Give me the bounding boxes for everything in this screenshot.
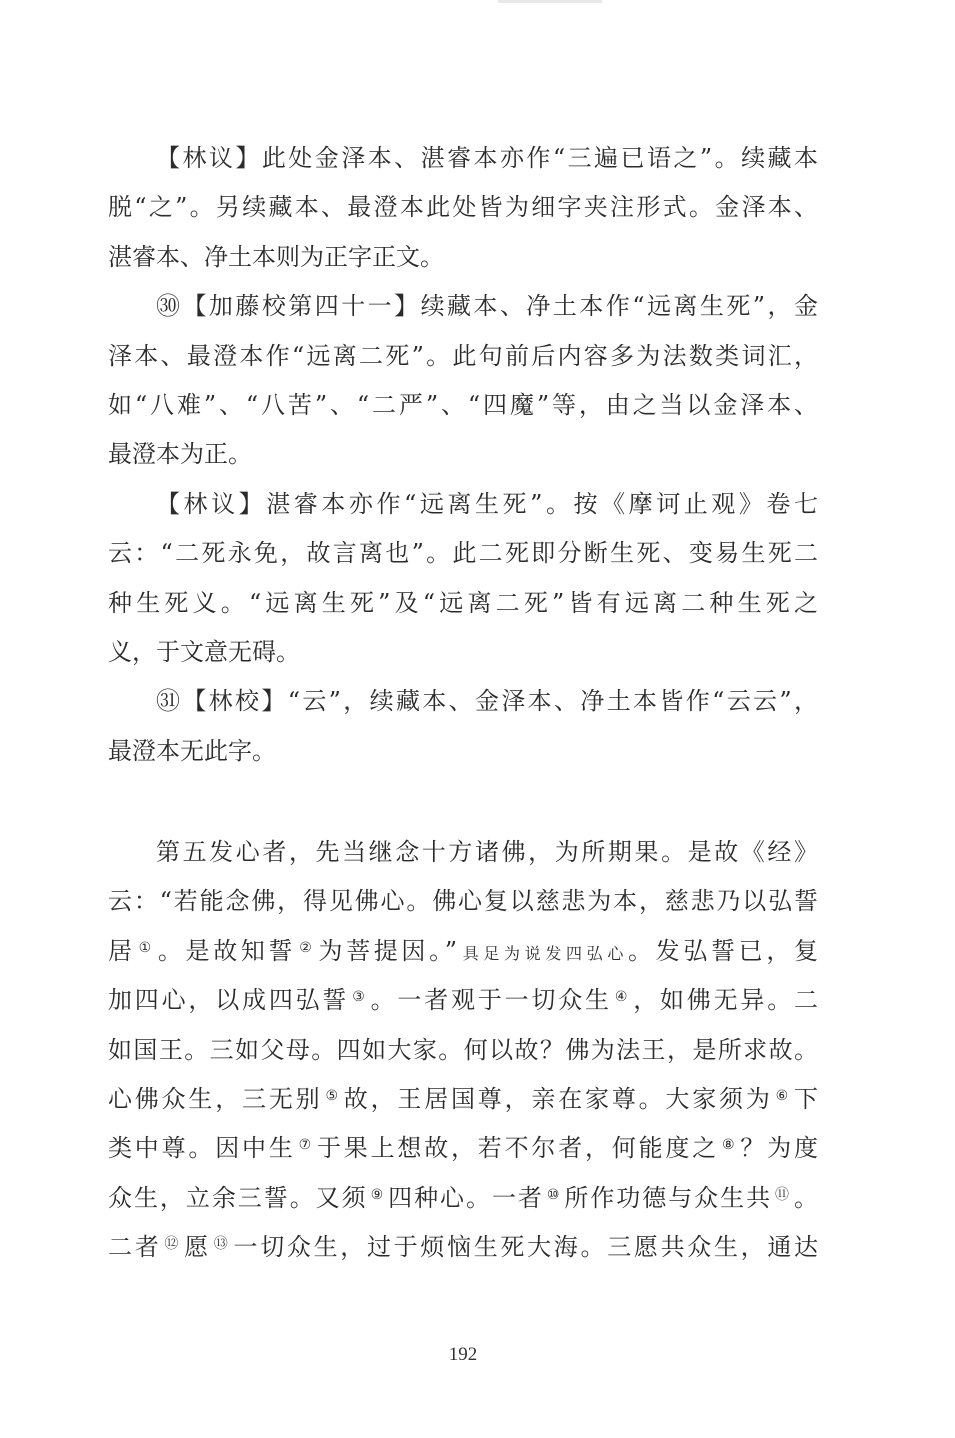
text-run: 类中尊。因中生 <box>108 1134 296 1163</box>
text-line <box>108 282 818 331</box>
text-line <box>108 628 818 677</box>
text-line <box>108 579 818 628</box>
text-run: 下 <box>794 1084 819 1113</box>
text-run: 第五发心者，先当继念十方诸佛，为所期果。是故《经》 <box>156 838 818 866</box>
footnote-marker: ④ <box>614 989 631 1006</box>
text-run: 如国王。三如父母。四如大家。何以故？佛为法王，是所求故。 <box>108 1035 818 1064</box>
text-line <box>108 183 818 232</box>
text-run: 湛睿本、净土本则为正字正文。 <box>108 242 444 271</box>
footnote-marker: ⑦ <box>298 1137 314 1154</box>
text-run: 泽本、最澄本作“远离二死”。此句前后内容多为法数类词汇， <box>108 341 818 370</box>
text-run: ㉚【加藤校第四十一】续藏本、净土本作“远离生死”，金 <box>156 292 818 321</box>
text-run: ㉛【林校】“云”，续藏本、金泽本、净土本皆作“云云”， <box>156 687 818 716</box>
text-run: 。发弘誓已，复 <box>628 936 818 965</box>
text-line <box>108 529 818 578</box>
text-run: 愿 <box>184 1233 211 1262</box>
text-line <box>108 1124 818 1173</box>
text-run: 众生，立余三誓。又须 <box>108 1183 368 1212</box>
footnote-marker: ⑨ <box>370 1186 386 1203</box>
text-line <box>108 877 818 926</box>
text-run: 【林议】湛睿本亦作“远离生死”。按《摩诃止观》卷七 <box>156 489 818 518</box>
text-line <box>108 828 818 877</box>
note-paragraph-lin-yi-1 <box>108 134 818 282</box>
text-run: 为菩提因。” <box>318 936 458 965</box>
interlinear-note: 具足为说发四弘心 <box>459 943 629 963</box>
text-run: 一切众生，过于烦恼生死大海。三愿共众生，通达 <box>233 1233 819 1262</box>
text-line <box>108 1223 818 1272</box>
scan-mark <box>498 0 602 3</box>
note-paragraph-30 <box>108 282 818 480</box>
footnote-marker: ⑪ <box>775 1186 792 1203</box>
footnote-marker: ⑧ <box>722 1137 738 1154</box>
text-line <box>108 480 818 529</box>
footnote-marker: ⑬ <box>213 1236 231 1253</box>
page-number: 192 <box>448 1344 478 1365</box>
text-line <box>108 233 818 282</box>
text-line <box>108 1075 818 1124</box>
text-run: 。 <box>794 1183 819 1212</box>
text-run: 云：“若能念佛，得见佛心。佛心复以慈悲为本，慈悲乃以弘誓 <box>108 887 818 916</box>
text-run: 故，王居国尊，亲在家尊。大家须为 <box>343 1084 773 1113</box>
text-run: ？为度 <box>740 1134 818 1163</box>
text-line <box>108 1026 818 1075</box>
text-run: 四种心。一者 <box>388 1183 544 1212</box>
text-line <box>108 332 818 381</box>
text-line <box>108 927 818 976</box>
text-run: 云：“二死永免，故言离也”。此二死即分断生死、变易生死二 <box>108 539 818 568</box>
footnote-marker: ③ <box>352 989 368 1006</box>
footnote-marker: ⑩ <box>546 1186 562 1203</box>
text-run: 心佛众生，三无别 <box>108 1084 323 1113</box>
text-line <box>108 976 818 1025</box>
text-run: 如“八难”、“八苦”、“二严”、“四魔”等，由之当以金泽本、 <box>108 390 818 419</box>
text-run: 加四心，以成四弘誓 <box>108 986 350 1015</box>
text-line <box>108 727 818 776</box>
text-line <box>108 430 818 479</box>
text-run: ，如佛无异。二 <box>633 986 819 1015</box>
text-line <box>108 134 818 183</box>
footnote-marker: ① <box>138 939 155 956</box>
text-run: 最澄本为正。 <box>108 440 252 469</box>
footnote-marker: ⑥ <box>775 1087 792 1104</box>
text-run: 。一者观于一切众生 <box>370 986 612 1015</box>
text-line <box>108 381 818 430</box>
collation-notes <box>108 134 818 776</box>
text-run: 二者 <box>108 1233 162 1262</box>
main-paragraph <box>108 828 818 1273</box>
main-text <box>108 828 818 1273</box>
text-run: 居 <box>108 936 136 965</box>
text-run: 种生死义。“远离生死”及“远离二死”皆有远离二种生死之 <box>108 588 818 617</box>
text-run: 所作功德与众生共 <box>564 1183 773 1212</box>
text-run: 脱“之”。另续藏本、最澄本此处皆为细字夹注形式。金泽本、 <box>108 193 818 222</box>
footnote-marker: ⑤ <box>325 1087 341 1104</box>
text-line <box>108 677 818 726</box>
note-paragraph-31 <box>108 677 818 776</box>
text-run: 【林议】此处金泽本、湛睿本亦作“三遍已语之”。续藏本 <box>156 144 818 172</box>
footnote-marker: ② <box>299 939 316 956</box>
note-paragraph-lin-yi-2 <box>108 480 818 678</box>
text-run: 于果上想故，若不尔者，何能度之 <box>316 1134 720 1163</box>
text-run: 。是故知誓 <box>157 936 297 965</box>
footnote-marker: ⑫ <box>164 1236 182 1253</box>
text-run: 义，于文意无碍。 <box>108 637 300 666</box>
text-line <box>108 1174 818 1223</box>
text-run: 最澄本无此字。 <box>108 736 276 765</box>
